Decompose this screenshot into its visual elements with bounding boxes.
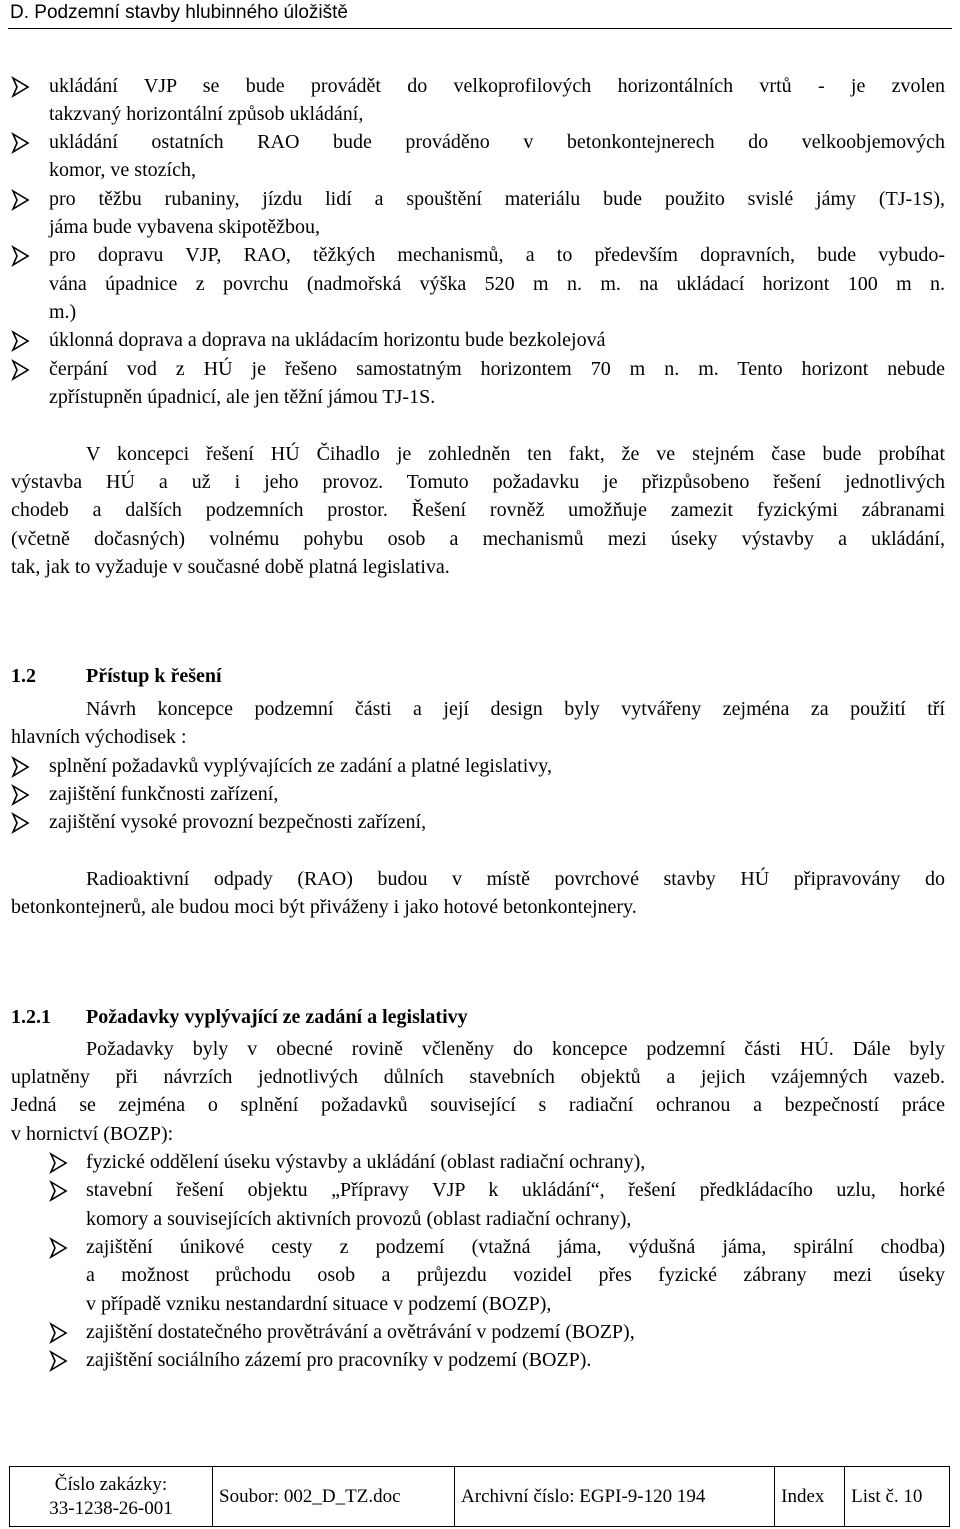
header-divider [8,28,952,29]
text-line: ukládání ostatních RAO bude prováděno v betonkontejnerech do velkoobjemových [49,131,945,153]
bullet-arrow-icon [49,1322,69,1344]
footer-sheet-cell [845,1467,950,1527]
text-line: m.) [49,301,77,323]
footer-archive-value: EGPI-9-120 194 [579,1485,706,1507]
text-line: jáma bude vybavena skipotěžbou, [49,216,321,238]
text-line: pro těžbu rubaniny, jízdu lidí a spouštění materiálu bude použito svislé jámy (TJ-1S), [49,188,945,210]
text-line: fyzické oddělení úseku výstavby a ukládání (oblast radiační ochrany), [86,1151,646,1173]
text-line: úklonná doprava a doprava na ukládacím horizontu bude bezkolejová [49,329,606,351]
bullet-arrow-icon [49,1152,69,1174]
footer-index-label: Index [781,1485,825,1507]
text-line: splnění požadavků vyplývajících ze zadání a platné legislativy, [49,755,552,777]
text-line: Návrh koncepce podzemní části a její design byly vytvářeny zejména za použití tří [86,698,945,720]
text-line: stavební řešení objektu „Přípravy VJP k ukládání“, řešení předkládacího uzlu, horké [86,1179,945,1201]
text-line: zajištění únikové cesty z podzemí (vtažná jáma, výdušná jáma, spirální chodba) [86,1236,945,1258]
text-line: zajištění funkčnosti zařízení, [49,783,279,805]
bullet-arrow-icon [11,189,31,211]
section-number-1-2-1: 1.2.1 [11,1006,51,1028]
text-line: hlavních východisek : [11,726,187,748]
text-line: vána úpadnice z povrchu (nadmořská výška 520 m n. m. na ukládací horizont 100 m n. [49,273,945,295]
text-line: výstavba HÚ a už i jeho provoz. Tomuto požadavku je přizpůsobeno řešení jednotlivých [11,471,945,493]
section-title-1-2-1: Požadavky vyplývající ze zadání a legislativy [86,1006,468,1028]
text-line: v hornictví (BOZP): [11,1123,174,1145]
footer-archive-cell [455,1467,775,1527]
page-header-title: D. Podzemní stavby hlubinného úložiště [10,2,348,23]
bullet-arrow-icon [11,76,31,98]
text-line: Požadavky byly v obecné rovině včleněny do koncepce podzemní části HÚ. Dále byly [86,1038,945,1060]
text-line: zajištění dostatečného provětrávání a ovětrávání v podzemí (BOZP), [86,1321,635,1343]
text-line: v případě vzniku nestandardní situace v podzemí (BOZP), [86,1293,552,1315]
bullet-arrow-icon [49,1180,69,1202]
bullet-arrow-icon [49,1237,69,1259]
footer-sheet-label: List č. 10 [851,1485,923,1507]
section-title-1-2: Přístup k řešení [86,665,222,687]
footer-file-label: Soubor: 002_D_TZ.doc [219,1485,401,1507]
text-line: zpřístupněn úpadnicí, ale jen těžní jámou TJ-1S. [49,386,436,408]
bullet-arrow-icon [11,245,31,267]
text-line: tak, jak to vyžaduje v současné době platná legislativa. [11,556,450,578]
text-line: zajištění sociálního zázemí pro pracovníky v podzemí (BOZP). [86,1349,592,1371]
text-line: uplatněny při návrzích jednotlivých důlních stavebních objektů a jejich vzájemných vazeb. [11,1066,945,1088]
text-line: ukládání VJP se bude provádět do velkoprofilových horizontálních vrtů - je zvolen [49,75,945,97]
footer-order-value: 33-1238-26-001 [49,1497,173,1519]
text-line: čerpání vod z HÚ je řešeno samostatným horizontem 70 m n. m. Tento horizont nebude [49,358,945,380]
footer-file-cell [213,1467,455,1527]
section-number-1-2: 1.2 [11,665,36,687]
footer-order-label: Číslo zakázky: [54,1473,168,1495]
text-line: pro dopravu VJP, RAO, těžkých mechanismů, a to především dopravních, bude vybudo- [49,244,945,266]
text-line: betonkontejnerů, ale budou moci být přiváženy i jako hotové betonkontejnery. [11,896,637,918]
text-line: a možnost průchodu osob a průjezdu vozidel přes fyzické zábrany mezi úseky [86,1264,945,1286]
footer-order-cell [10,1467,213,1527]
bullet-arrow-icon [11,330,31,352]
text-line: chodeb a dalších podzemních prostor. Řešení rovněž umožňuje zamezit fyzickými zábranami [11,499,945,521]
text-line: zajištění vysoké provozní bezpečnosti zařízení, [49,811,427,833]
footer-archive-label: Archivní číslo: [461,1485,575,1507]
text-line: V koncepci řešení HÚ Čihadlo je zohledněn ten fakt, že ve stejném čase bude probíhat [86,443,945,465]
document-footer [9,1466,950,1527]
text-line: Jedná se zejména o splnění požadavků související s radiační ochranou a bezpečností práce [11,1094,945,1116]
bullet-arrow-icon [49,1350,69,1372]
text-line: takzvaný horizontální způsob ukládání, [49,103,364,125]
bullet-arrow-icon [11,132,31,154]
text-line: (včetně dočasných) volnému pohybu osob a mechanismů mezi úseky výstavby a ukládání, [11,528,945,550]
text-line: komor, ve stozích, [49,159,196,181]
bullet-arrow-icon [11,784,31,806]
text-line: komory a souvisejících aktivních provozů (oblast radiační ochrany), [86,1208,632,1230]
bullet-arrow-icon [11,756,31,778]
bullet-arrow-icon [11,812,31,834]
text-line: Radioaktivní odpady (RAO) budou v místě povrchové stavby HÚ připravovány do [86,868,945,890]
footer-index-cell [775,1467,845,1527]
bullet-arrow-icon [11,359,31,381]
